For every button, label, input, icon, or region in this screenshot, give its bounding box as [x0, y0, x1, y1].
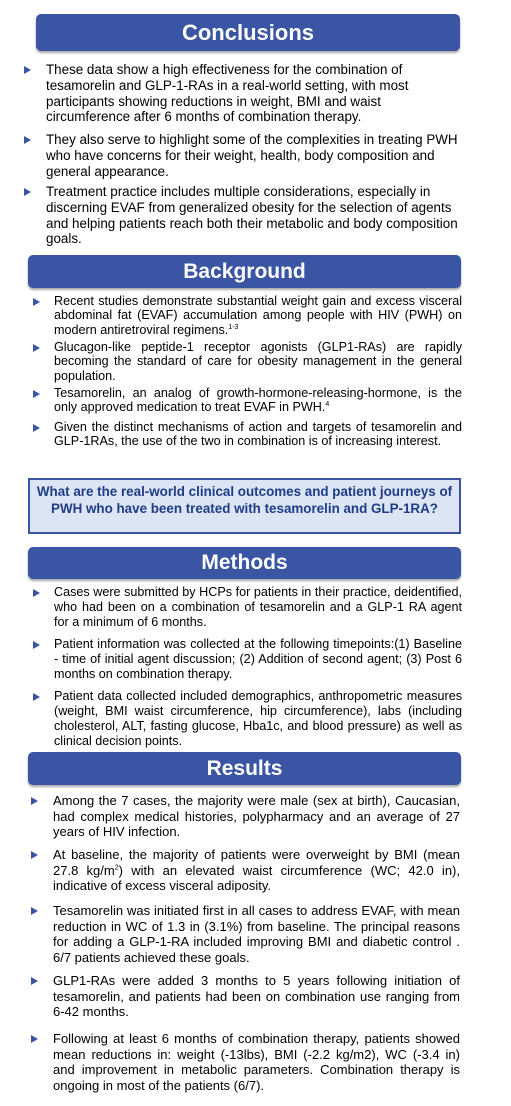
- arrow-bullet-icon: [33, 641, 40, 649]
- list-item: Treatment practice includes multiple considerations, especially in discerning EVAF from generalized obesity for the selection of agents and helping patients reach both their metabolic and body composition goals.: [24, 184, 464, 254]
- methods-header: [28, 547, 461, 579]
- list-item: They also serve to highlight some of the complexities in treating PWH who have concerns for their weight, health, body composition and general appearance.: [24, 132, 464, 184]
- arrow-bullet-icon: [31, 907, 38, 915]
- results-title: Results: [206, 757, 283, 780]
- arrow-bullet-icon: [33, 344, 40, 352]
- arrow-bullet-icon: [33, 390, 40, 398]
- results-list: [31, 793, 460, 1097]
- list-item: Recent studies demonstrate substantial weight gain and excess visceral abdominal fat (EVAF) accumulation among people with HIV (PWH) on modern antiretroviral regimens.$^{1-3}$: [33, 294, 462, 340]
- arrow-bullet-icon: [33, 424, 40, 432]
- conclusions-list: [24, 62, 464, 254]
- list-item: Among the 7 cases, the majority were male (sex at birth), Caucasian, had complex medical histories, polypharmacy and an average of 27 years of HIV infection.: [31, 793, 460, 847]
- arrow-bullet-icon: [33, 589, 40, 597]
- list-item: Patient data collected included demographics, anthropometric measures (weight, BMI waist circumference, hip circumference), labs (including cholesterol, ALT, fasting glucose, Hba1c, and blood pressure) as well as clinical decision points.: [33, 689, 462, 753]
- arrow-bullet-icon: [31, 851, 38, 859]
- list-item: Following at least 6 months of combination therapy, patients showed mean reductions in: weight (-13lbs), BMI (-2.2 kg/m2), WC (-3.4 in) and improvement in metabolic parameters. Combination therapy is ongoing in most of the patients (6/7).: [31, 1031, 460, 1097]
- arrow-bullet-icon: [31, 977, 38, 985]
- arrow-bullet-icon: [24, 188, 31, 196]
- background-header: [28, 255, 461, 288]
- conclusions-title: Conclusions: [181, 20, 314, 45]
- research-question-box: [28, 478, 461, 534]
- list-item: Cases were submitted by HCPs for patients in their practice, deidentified, who had been on a combination of tesamorelin and a GLP-1 RA agent for a minimum of 6 months.: [33, 585, 462, 637]
- list-item: Tesamorelin, an analog of growth-hormone-releasing-hormone, is the only approved medication to treat EVAF in PWH.$^4$: [33, 386, 462, 420]
- methods-list: [33, 585, 462, 753]
- list-item: GLP1-RAs were added 3 months to 5 years following initiation of tesamorelin, and patients had been on combination use ranging from 6-42 months.: [31, 973, 460, 1031]
- research-question: What are the real-world clinical outcomes and patient journeys of PWH who have been treated with tesamorelin and GLP-1RA?: [36, 484, 453, 516]
- arrow-bullet-icon: [31, 797, 38, 805]
- arrow-bullet-icon: [24, 136, 31, 144]
- arrow-bullet-icon: [33, 693, 40, 701]
- conclusions-header: [36, 14, 460, 51]
- arrow-bullet-icon: [24, 66, 31, 74]
- list-item: Patient information was collected at the following timepoints:(1) Baseline - time of initial agent discussion; (2) Addition of second agent; (3) Post 6 months on combination therapy.: [33, 637, 462, 689]
- arrow-bullet-icon: [31, 1035, 38, 1043]
- list-item: These data show a high effectiveness for the combination of tesamorelin and GLP-1-RAs in a real-world setting, with most participants showing reductions in weight, BMI and waist circumference after 6 months of combination therapy.: [24, 62, 464, 132]
- list-item: Glucagon-like peptide-1 receptor agonists (GLP1-RAs) are rapidly becoming the standard of care for obesity management in the general population.: [33, 340, 462, 386]
- background-title: Background: [183, 260, 306, 283]
- list-item: Given the distinct mechanisms of action and targets of tesamorelin and GLP-1RAs, the use of the two in combination is of increasing interest.: [33, 420, 462, 466]
- list-item: At baseline, the majority of patients were overweight by BMI (mean 27.8 $kg/m^2$) with an elevated waist circumference (WC; 42.0 in), indicative of excess visceral adiposity.: [31, 847, 460, 903]
- methods-title: Methods: [201, 551, 288, 574]
- list-item: Tesamorelin was initiated first in all cases to address EVAF, with mean reduction in WC of 1.3 in (3.1%) from baseline. The principal reasons for adding a GLP-1-RA included improving BMI and diabetic control . 6/7 patients achieved these goals.: [31, 903, 460, 973]
- results-header: [28, 752, 461, 785]
- background-list: [33, 294, 462, 466]
- arrow-bullet-icon: [33, 298, 40, 306]
